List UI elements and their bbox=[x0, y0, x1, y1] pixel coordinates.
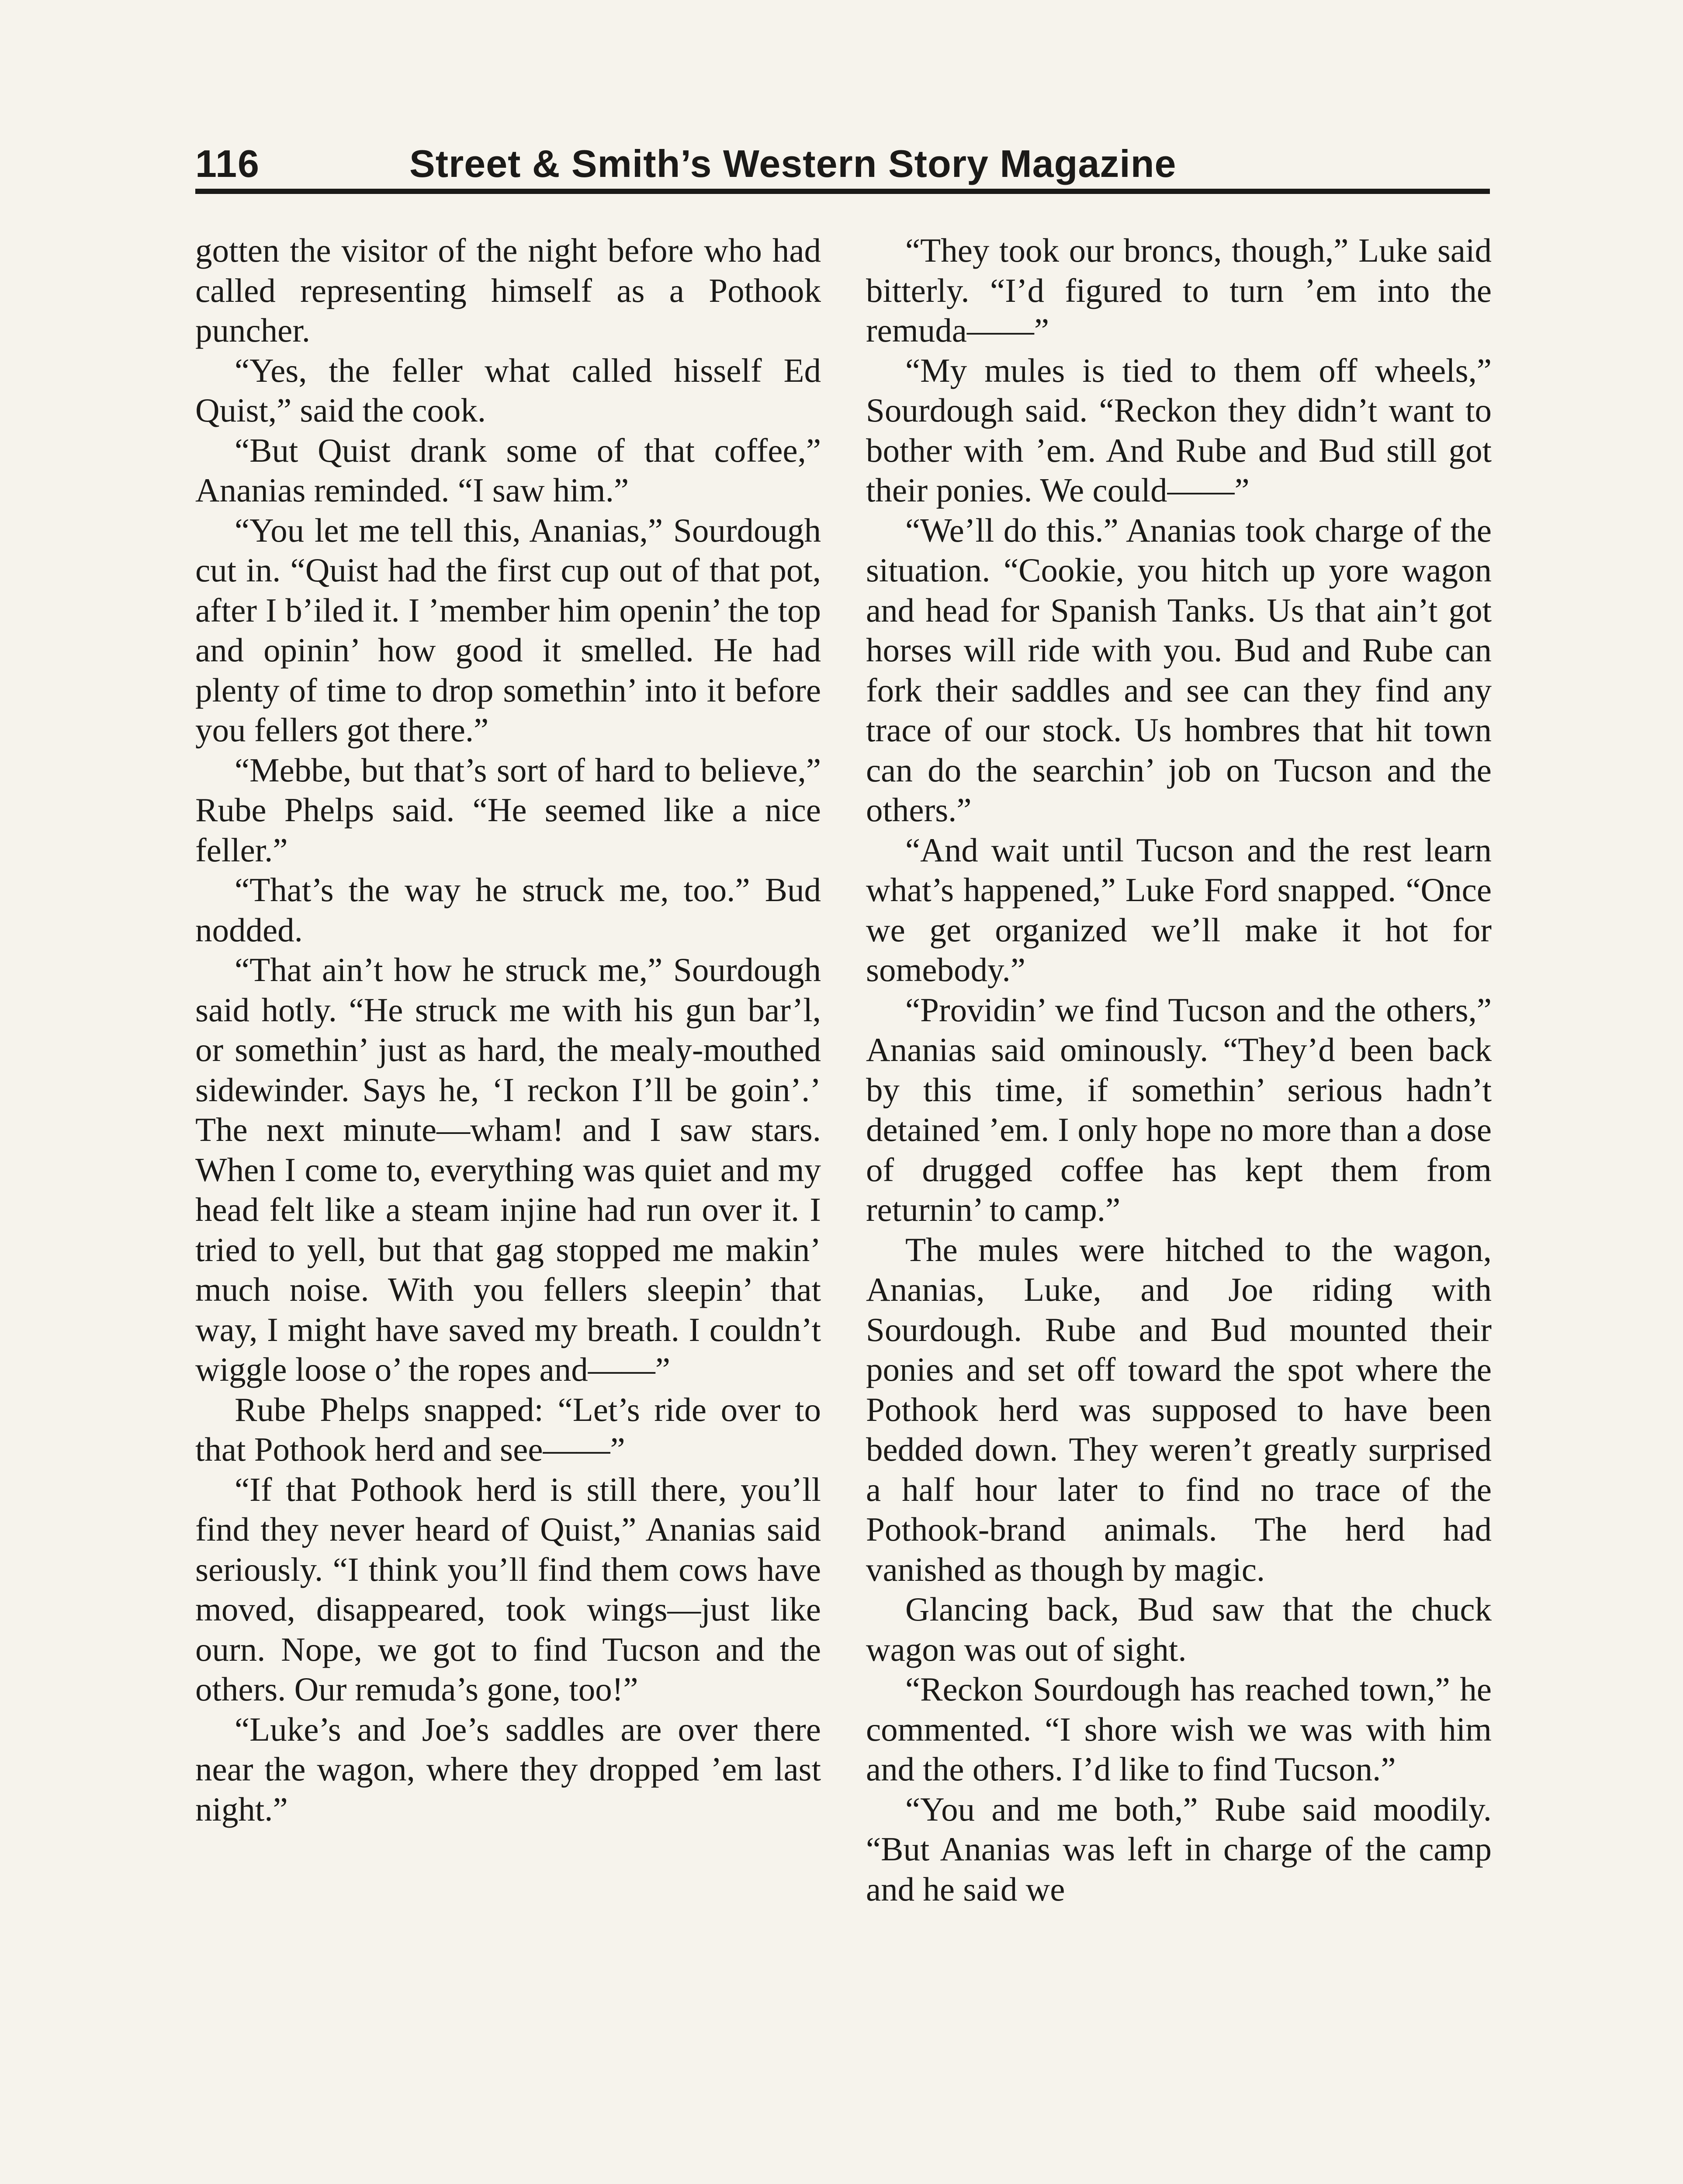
page-number: 116 bbox=[195, 142, 260, 185]
paragraph: “Yes, the feller what called hisself Ed Quist,” said the cook. bbox=[195, 351, 821, 429]
paragraph: “If that Pothook herd is still there, you’ll find they never heard of Quist,” Ananias said seriously. “I think you’ll find them cows have moved, disappeared, took wings—just like ourn. Nope, we got to find Tucson and the others. Our remuda’s gone, too!” bbox=[195, 1470, 821, 1708]
paragraph: “And wait until Tucson and the rest learn what’s happened,” Luke Ford snapped. “Once we get organized we’ll make it hot for somebody.” bbox=[866, 831, 1492, 988]
paragraph: “Luke’s and Joe’s saddles are over there near the wagon, where they dropped ’em last night.” bbox=[195, 1710, 821, 1828]
magazine-title: Street & Smith’s Western Story Magazine bbox=[409, 142, 1177, 185]
paragraph: “That’s the way he struck me, too.” Bud nodded. bbox=[195, 871, 821, 949]
paragraph: Rube Phelps snapped: “Let’s ride over to that Pothook herd and see——” bbox=[195, 1390, 821, 1468]
paragraph: “They took our broncs, though,” Luke said bitterly. “I’d figured to turn ’em into the remuda——” bbox=[866, 232, 1492, 349]
paragraph: gotten the visitor of the night before who had called representing himself as a Pothook puncher. bbox=[195, 232, 821, 349]
paragraph: “Mebbe, but that’s sort of hard to believe,” Rube Phelps said. “He seemed like a nice feller.” bbox=[195, 751, 821, 869]
paragraph: “My mules is tied to them off wheels,” Sourdough said. “Reckon they didn’t want to bother with ’em. And Rube and Bud still got their ponies. We could——” bbox=[866, 351, 1492, 509]
paragraph: “Reckon Sourdough has reached town,” he commented. “I shore wish we was with him and the others. I’d like to find Tucson.” bbox=[866, 1670, 1492, 1788]
paragraph: “Providin’ we find Tucson and the others,” Ananias said ominously. “They’d been back by this time, if somethin’ serious hadn’t detained ’em. I only hope no more than a dose of drugged coffee has kept them from returnin’ to camp.” bbox=[866, 991, 1492, 1228]
paragraph: “But Quist drank some of that coffee,” Ananias reminded. “I saw him.” bbox=[195, 431, 821, 509]
paragraph: “That ain’t how he struck me,” Sourdough said hotly. “He struck me with his gun bar’l, or somethin’ just as hard, the mealy-mouthed sidewinder. Says he, ‘I reckon I’ll be goin’.’ The next minute—wham! and I saw stars. When I come to, everything was quiet and my head felt like a steam injine had run over it. I tried to yell, but that gag stopped me makin’ much noise. With you fellers sleepin’ that way, I might have saved my breath. I couldn’t wiggle loose o’ the ropes and——” bbox=[195, 951, 821, 1388]
page-header bbox=[195, 140, 1490, 197]
paragraph: “You and me both,” Rube said moodily. “But Ananias was left in charge of the camp and he said we bbox=[866, 1790, 1492, 1908]
header-rule bbox=[195, 189, 1490, 194]
paragraph: Glancing back, Bud saw that the chuck wagon was out of sight. bbox=[866, 1590, 1492, 1668]
paragraph: “You let me tell this, Ananias,” Sourdough cut in. “Quist had the first cup out of that pot, after I b’iled it. I ’member him openin’ the top and opinin’ how good it smelled. He had plenty of time to drop somethin’ into it before you fellers got there.” bbox=[195, 511, 821, 749]
paragraph: “We’ll do this.” Ananias took charge of the situation. “Cookie, you hitch up yore wagon and head for Spanish Tanks. Us that ain’t got horses will ride with you. Bud and Rube can fork their saddles and see can they find any trace of our stock. Us hombres that hit town can do the searchin’ job on Tucson and the others.” bbox=[866, 511, 1492, 829]
right-column bbox=[866, 231, 1492, 1909]
paragraph: The mules were hitched to the wagon, Ananias, Luke, and Joe riding with Sourdough. Rube and Bud mounted their ponies and set off toward the spot where the Pothook herd was supposed to have been bedded down. They weren’t greatly surprised a half hour later to find no trace of the Pothook-brand animals. The herd had vanished as though by magic. bbox=[866, 1230, 1492, 1588]
left-column bbox=[195, 231, 821, 1829]
